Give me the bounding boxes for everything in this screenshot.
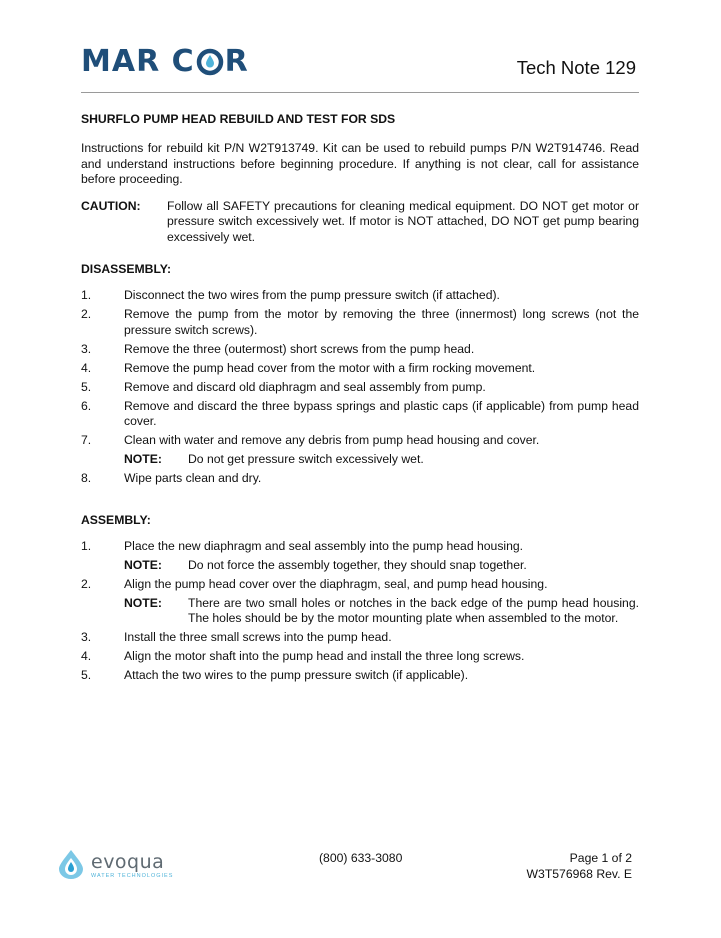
disassembly-step bbox=[81, 471, 639, 487]
step-number: 2. bbox=[81, 576, 92, 591]
assembly-step bbox=[81, 649, 639, 665]
disassembly-step bbox=[81, 288, 639, 304]
disassembly-step bbox=[81, 342, 639, 358]
step-text: Wipe parts clean and dry. bbox=[124, 471, 262, 485]
step-text: Remove the pump head cover from the motor with a firm rocking movement. bbox=[124, 360, 536, 375]
assembly-step bbox=[81, 630, 639, 646]
step-text: Install the three small screws into the pump head. bbox=[124, 630, 392, 644]
step-body bbox=[124, 539, 639, 574]
note-label: NOTE: bbox=[124, 595, 162, 610]
step-number: 1. bbox=[81, 538, 92, 553]
step-note bbox=[124, 558, 639, 574]
step-number: 2. bbox=[81, 307, 92, 321]
step-text: Attach the two wires to the pump pressure switch (if applicable). bbox=[124, 668, 469, 682]
assembly-step bbox=[81, 539, 639, 574]
step-number: 4. bbox=[81, 360, 92, 375]
page-number: Page 1 of 2 bbox=[569, 851, 632, 865]
step-number: 5. bbox=[81, 379, 92, 394]
step-number: 5. bbox=[81, 668, 92, 682]
disassembly-step bbox=[81, 433, 639, 468]
step-number: 3. bbox=[81, 630, 92, 644]
disassembly-step bbox=[81, 399, 639, 430]
assembly-step bbox=[81, 668, 639, 684]
logo-text-right: R bbox=[224, 44, 249, 79]
document-revision: W3T576968 Rev. E bbox=[526, 866, 632, 881]
step-text: Remove the three (outermost) short screws from the pump head. bbox=[124, 341, 475, 356]
step-body bbox=[124, 380, 639, 396]
step-number: 8. bbox=[81, 471, 92, 485]
assembly-steps bbox=[81, 539, 639, 684]
evoqua-logo bbox=[56, 848, 173, 883]
step-body bbox=[124, 433, 639, 468]
step-text: Align the pump head cover over the diaphragm, seal, and pump head housing. bbox=[124, 576, 548, 591]
water-drop-o-icon bbox=[196, 48, 224, 76]
note-label: NOTE: bbox=[124, 452, 162, 466]
step-text: Remove and discard the three bypass springs and plastic caps (if applicable) from pump head cover. bbox=[124, 398, 639, 428]
evoqua-drop-icon bbox=[56, 848, 86, 883]
step-body bbox=[124, 630, 639, 646]
intro-paragraph: Instructions for rebuild kit P/N W2T913749. Kit can be used to rebuild pumps P/N W2T914746. Read and understand instructions before beginning procedure. If anything is not clear, call for assistance before proceeding. bbox=[81, 141, 639, 186]
step-number: 4. bbox=[81, 649, 92, 663]
caution-text: Follow all SAFETY precautions for cleaning medical equipment. DO NOT get motor or pressure switch excessively wet. If motor is NOT attached, DO NOT get pump bearing excessively wet. bbox=[167, 198, 639, 244]
assembly-step bbox=[81, 577, 639, 627]
evoqua-brand: evoqua bbox=[91, 850, 165, 873]
caution-label: CAUTION: bbox=[81, 198, 141, 213]
note-label: NOTE: bbox=[124, 557, 162, 572]
step-note bbox=[124, 452, 639, 468]
step-text: Disconnect the two wires from the pump pressure switch (if attached). bbox=[124, 288, 500, 302]
step-body bbox=[124, 649, 639, 665]
page-info bbox=[527, 851, 632, 882]
step-number: 7. bbox=[81, 433, 92, 447]
document-title: SHURFLO PUMP HEAD REBUILD AND TEST FOR SDS bbox=[81, 112, 396, 126]
header-divider bbox=[81, 92, 639, 93]
phone-number: (800) 633-3080 bbox=[319, 851, 403, 865]
note-text: Do not get pressure switch excessively wet. bbox=[188, 452, 424, 466]
step-text: Remove and discard old diaphragm and seal assembly from pump. bbox=[124, 379, 486, 394]
logo-text-left: MAR C bbox=[81, 44, 195, 79]
step-note bbox=[124, 596, 639, 627]
tech-note-number: Tech Note 129 bbox=[516, 57, 636, 78]
step-text: Align the motor shaft into the pump head and install the three long screws. bbox=[124, 649, 525, 663]
step-number: 1. bbox=[81, 288, 92, 302]
document-body bbox=[81, 111, 639, 687]
step-body bbox=[124, 288, 639, 304]
step-body bbox=[124, 307, 639, 338]
caution-block bbox=[81, 199, 639, 246]
note-text: There are two small holes or notches in the back edge of the pump head housing. The holes should be by the motor mounting plate when assembled to the motor. bbox=[188, 595, 639, 625]
disassembly-heading: DISASSEMBLY: bbox=[81, 262, 172, 276]
disassembly-steps bbox=[81, 288, 639, 487]
disassembly-step bbox=[81, 307, 639, 338]
disassembly-step bbox=[81, 361, 639, 377]
step-body bbox=[124, 471, 639, 487]
note-text: Do not force the assembly together, they should snap together. bbox=[188, 557, 527, 572]
disassembly-step bbox=[81, 380, 639, 396]
step-body bbox=[124, 361, 639, 377]
evoqua-subtitle: WATER TECHNOLOGIES bbox=[91, 872, 174, 879]
assembly-heading: ASSEMBLY: bbox=[81, 512, 151, 527]
step-number: 3. bbox=[81, 341, 92, 356]
step-number: 6. bbox=[81, 398, 92, 413]
step-body bbox=[124, 668, 639, 684]
step-body bbox=[124, 342, 639, 358]
mar-cor-logo bbox=[81, 44, 249, 80]
step-body bbox=[124, 399, 639, 430]
step-text: Remove the pump from the motor by removing the three (innermost) long screws (not the pressure switch screws). bbox=[124, 307, 639, 337]
step-text: Clean with water and remove any debris from pump head housing and cover. bbox=[124, 433, 540, 447]
step-body bbox=[124, 577, 639, 627]
step-text: Place the new diaphragm and seal assembly into the pump head housing. bbox=[124, 538, 524, 553]
